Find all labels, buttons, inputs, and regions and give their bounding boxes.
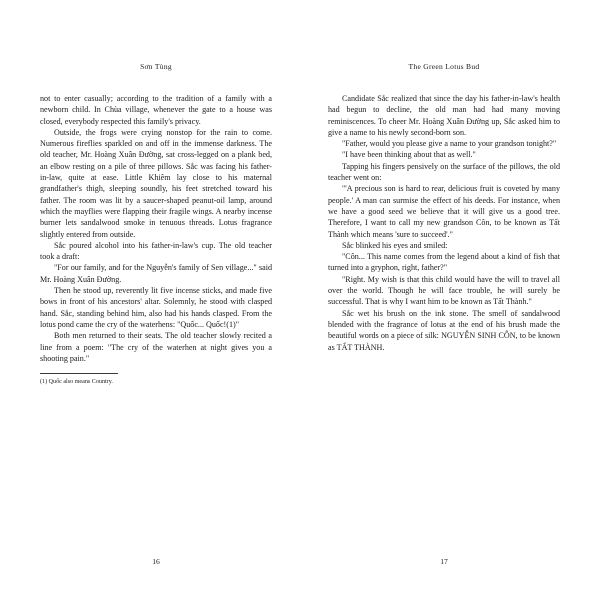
paragraph: Both men returned to their seats. The old teacher slowly recited a line from a poem: "The cry of the waterhen at night gives you a shooting pain." [40, 331, 272, 363]
paragraph: "Right. My wish is that this child would have the will to travel all over the world. Though he will face trouble, he will surely be successful. That is why I want him to be known as Tất Thành." [328, 274, 560, 307]
paragraph: Sắc wet his brush on the ink stone. The smell of sandalwood blended with the fragrance of lotus at the end of his brush made the beautiful words on a piece of silk: NGUYỄN SINH CÔN, to be known as TẤT THÀNH. [328, 308, 560, 352]
paragraph: "'A precious son is hard to rear, delicious fruit is coveted by many people.' A man can surmise the effect of his deeds. For instance, when we have a good seed we believe that it will give us a good tree. Therefore, I want to call my new grandson Côn, to be known as Tất Thành which means 'sure to succeed'." [328, 184, 560, 239]
right-page-body [328, 93, 560, 353]
page-number-right: 17 [440, 557, 448, 566]
page-number-left: 16 [152, 557, 160, 566]
paragraph: not to enter casually; according to the tradition of a family with a newborn child. In Chùa village, whenever the gate to a house was closed, everybody respected this family's privacy. [40, 94, 272, 126]
paragraph: "Côn... This name comes from the legend about a kind of fish that turned into a gryphon, right, father?" [328, 252, 560, 273]
paragraph: Sắc blinked his eyes and smiled: [342, 240, 448, 250]
running-head-left: Sơn Tùng [140, 62, 172, 71]
paragraph: Sắc poured alcohol into his father-in-law's cup. The old teacher took a draft: [40, 240, 272, 262]
left-page-body [40, 93, 272, 364]
paragraph: Tapping his fingers pensively on the surface of the pillows, the old teacher went on: [328, 161, 560, 183]
right-page [300, 0, 600, 600]
footnote: (1) Quốc also means Country. [40, 379, 113, 386]
paragraph: "Father, would you please give a name to your grandson tonight?" [342, 139, 557, 149]
paragraph: Then he stood up, reverently lit five incense sticks, and made five bows in front of his ancestors' altar. Solemnly, he stood with clasped hand. Sắc, standing behind him, also had his hands clasped. From the lotus pond came the cry of the waterhens: "Quốc... Quốc!(1)" [40, 286, 272, 329]
footnote-divider [40, 373, 118, 374]
paragraph: "For our family, and for the Nguyễn's family of Sen village..." said Mr. Hoàng Xuân Đường. [40, 263, 272, 284]
paragraph: Outside, the frogs were crying nonstop for the rain to come. Numerous fireflies sparkled on and off in the immense darkness. The old teacher, Mr. Hoàng Xuân Đường, sat cross-legged on a plank bed, an elbow resting on a pile of three pillows. Sắc was facing his father-in-law, quite at ease. Little Khiêm lay close to his maternal grandfather's thigh, sleeping soundly, his feet stretched toward his father. The room was lit by a saucer-shaped peanut-oil lamp, around which the mayflies were flapping their fragile wings. A nearby incense burner lets sandalwood smoke in tenuous threads. Lotus fragrance slightly entered from outside. [40, 127, 272, 239]
running-head-right: The Green Lotus Bud [408, 62, 480, 71]
paragraph: Candidate Sắc realized that since the day his father-in-law's health had begun to decline, the old man had had many moving reminiscences. To cheer Mr. Hoàng Xuân Đường up, Sắc asked him to give a name to his newly second-born son. [328, 94, 560, 137]
paragraph: "I have been thinking about that as well." [342, 150, 476, 160]
